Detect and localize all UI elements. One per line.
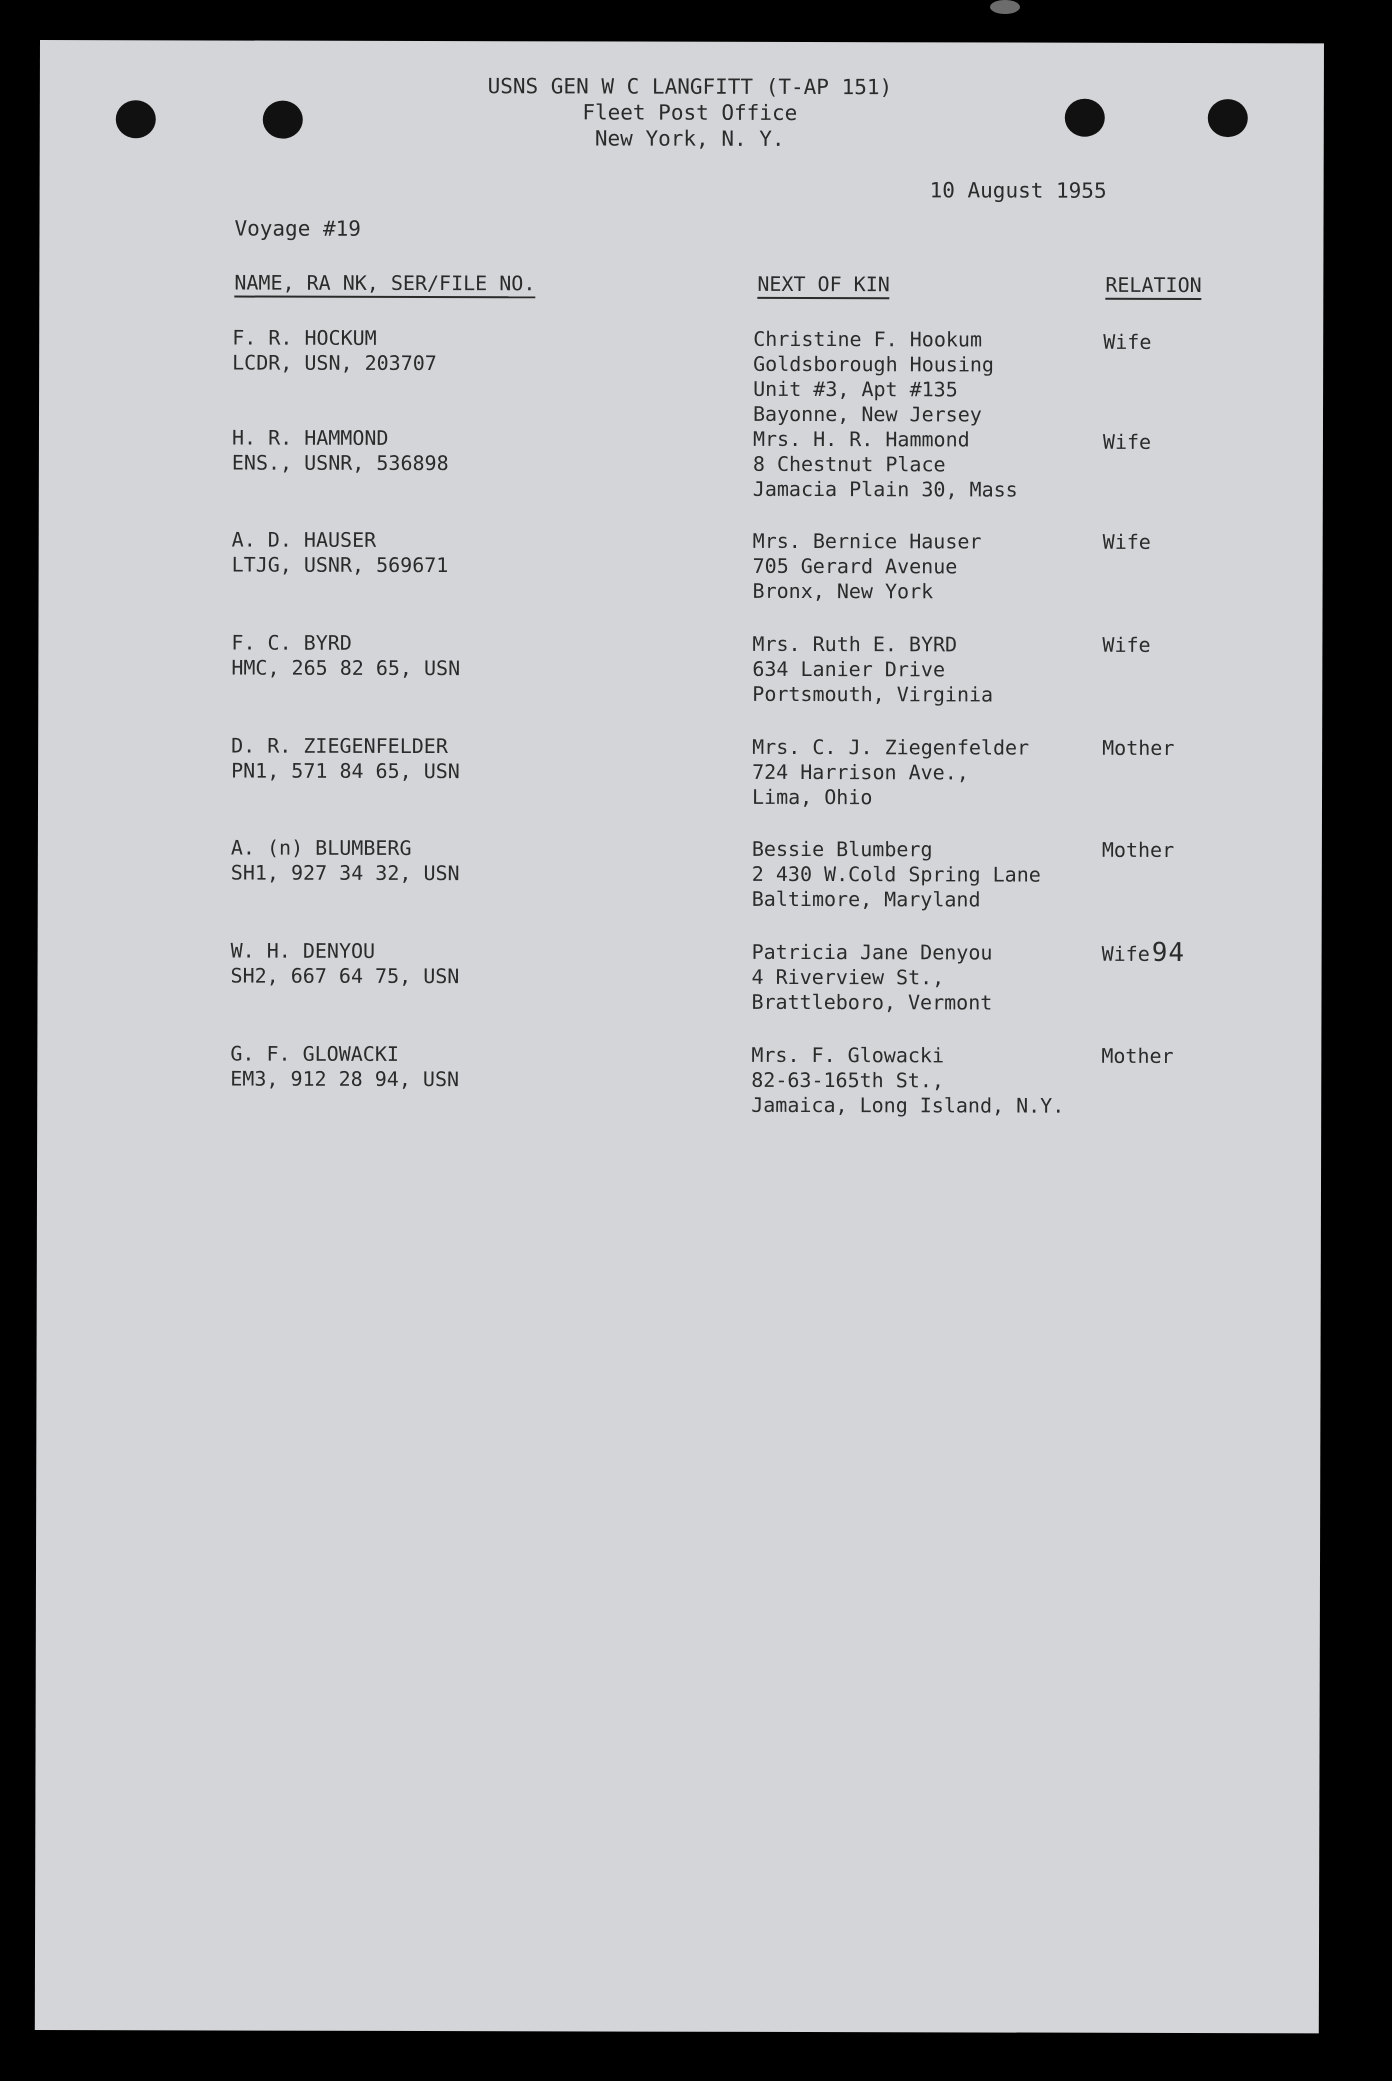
kin-name: Mrs. C. J. Ziegenfelder xyxy=(752,734,1030,760)
record-relation xyxy=(1101,1044,1173,1069)
relation-text: Mother xyxy=(1102,735,1175,760)
column-header-name: NAME, RA NK, SER/FILE NO. xyxy=(234,271,535,299)
city: New York, N. Y. xyxy=(594,126,785,151)
kin-address-line: 634 Lanier Drive xyxy=(752,656,946,682)
document-date: 10 August 1955 xyxy=(929,178,1107,203)
record-relation xyxy=(1102,633,1150,658)
record-relation xyxy=(1103,430,1151,455)
record-next-of-kin xyxy=(751,940,992,1016)
post-office: Fleet Post Office xyxy=(582,100,798,125)
kin-address-line: Jamaica, Long Island, N.Y. xyxy=(751,1092,1065,1118)
kin-address-line: Bayonne, New Jersey xyxy=(752,401,982,427)
kin-address-line: Baltimore, Maryland xyxy=(751,886,981,912)
kin-name: Mrs. Bernice Hauser xyxy=(752,528,982,554)
punch-hole xyxy=(263,101,303,139)
kin-address-line: Lima, Ohio xyxy=(751,784,873,810)
record-relation xyxy=(1101,937,1186,969)
record-next-of-kin xyxy=(753,529,982,605)
kin-address-line: Jamacia Plain 30, Mass xyxy=(752,476,1018,502)
record-rank-service-number: LCDR, USN, 203707 xyxy=(232,350,437,376)
kin-address-line: 2 430 W.Cold Spring Lane xyxy=(751,861,1041,887)
kin-name: Mrs. Ruth E. BYRD xyxy=(752,631,958,657)
record-name: A. D. HAUSER xyxy=(231,527,377,552)
record-rank-service-number: PN1, 571 84 65, USN xyxy=(231,758,460,784)
record-name-block xyxy=(231,631,460,682)
record-next-of-kin xyxy=(753,427,1018,503)
record-name: F. R. HOCKUM xyxy=(232,325,377,350)
kin-address-line: 82-63-165th St., xyxy=(751,1067,944,1093)
column-header-relation: RELATION xyxy=(1105,273,1201,300)
record-rank-service-number: LTJG, USNR, 569671 xyxy=(231,552,449,578)
record-name-block xyxy=(232,528,449,579)
record-name: A. (n) BLUMBERG xyxy=(230,835,412,860)
kin-address-line: 724 Harrison Ave., xyxy=(752,759,969,785)
record-name: F. C. BYRD xyxy=(231,630,352,655)
record-name: D. R. ZIEGENFELDER xyxy=(231,733,448,759)
relation-text: Wife xyxy=(1102,632,1151,657)
record-relation xyxy=(1102,838,1174,863)
record-name-block xyxy=(231,734,460,785)
punch-hole xyxy=(116,100,156,138)
relation-text: Mother xyxy=(1101,837,1175,862)
kin-name: Bessie Blumberg xyxy=(751,836,933,862)
record-name-block xyxy=(230,1042,459,1093)
record-relation xyxy=(1102,736,1174,761)
personnel-record xyxy=(38,937,1322,1015)
voyage-number: Voyage #19 xyxy=(234,216,361,241)
record-next-of-kin xyxy=(752,735,1029,811)
kin-name: Patricia Jane Denyou xyxy=(751,939,993,965)
personnel-record xyxy=(37,1041,1321,1118)
record-next-of-kin xyxy=(752,837,1041,913)
scan-artifact xyxy=(990,0,1020,14)
record-next-of-kin xyxy=(753,327,994,428)
handwritten-annotation: 94 xyxy=(1151,937,1186,969)
personnel-record xyxy=(38,630,1322,707)
kin-address-line: Brattleboro, Vermont xyxy=(751,989,993,1015)
record-rank-service-number: SH1, 927 34 32, USN xyxy=(230,860,460,886)
punch-hole xyxy=(1065,99,1105,137)
record-name: G. F. GLOWACKI xyxy=(230,1041,399,1066)
record-relation xyxy=(1103,330,1151,355)
personnel-record xyxy=(39,325,1323,427)
personnel-record xyxy=(38,835,1322,912)
punch-hole xyxy=(1208,99,1248,137)
record-name-block xyxy=(231,939,460,990)
record-next-of-kin xyxy=(752,632,993,708)
kin-name: Mrs. H. R. Hammond xyxy=(752,426,970,452)
kin-address-line: 4 Riverview St., xyxy=(751,964,945,990)
personnel-record xyxy=(39,527,1323,604)
kin-address-line: 8 Chestnut Place xyxy=(752,451,946,477)
document-page xyxy=(35,40,1324,2033)
relation-text: Wife xyxy=(1102,529,1151,554)
personnel-record xyxy=(39,425,1323,502)
kin-address-line: Portsmouth, Virginia xyxy=(752,681,994,707)
kin-address-line: Bronx, New York xyxy=(752,578,934,604)
record-name: H. R. HAMMOND xyxy=(231,425,389,450)
record-relation xyxy=(1103,530,1151,555)
record-name-block xyxy=(231,836,460,887)
personnel-record xyxy=(38,733,1322,810)
record-name-block xyxy=(232,426,449,477)
record-name-block xyxy=(232,326,437,377)
kin-address-line: Goldsborough Housing xyxy=(753,351,995,377)
record-rank-service-number: ENS., USNR, 536898 xyxy=(231,450,449,476)
record-rank-service-number: HMC, 265 82 65, USN xyxy=(231,655,461,681)
letterhead xyxy=(440,73,940,152)
record-rank-service-number: EM3, 912 28 94, USN xyxy=(230,1066,460,1092)
record-rank-service-number: SH2, 667 64 75, USN xyxy=(230,963,460,989)
record-next-of-kin xyxy=(751,1043,1064,1119)
relation-text: Mother xyxy=(1101,1043,1174,1068)
relation-text: Wife xyxy=(1102,429,1152,454)
relation-text: Wife xyxy=(1103,329,1152,354)
kin-name: Christine F. Hookum xyxy=(753,326,983,352)
record-name: W. H. DENYOU xyxy=(230,938,376,963)
ship-name: USNS GEN W C LANGFITT (T-AP 151) xyxy=(487,74,893,100)
kin-address-line: 705 Gerard Avenue xyxy=(752,553,958,579)
column-header-next-of-kin: NEXT OF KIN xyxy=(757,272,890,299)
kin-address-line: Unit #3, Apt #135 xyxy=(753,376,958,402)
kin-name: Mrs. F. Glowacki xyxy=(751,1042,945,1068)
relation-text: Wife xyxy=(1101,941,1150,966)
